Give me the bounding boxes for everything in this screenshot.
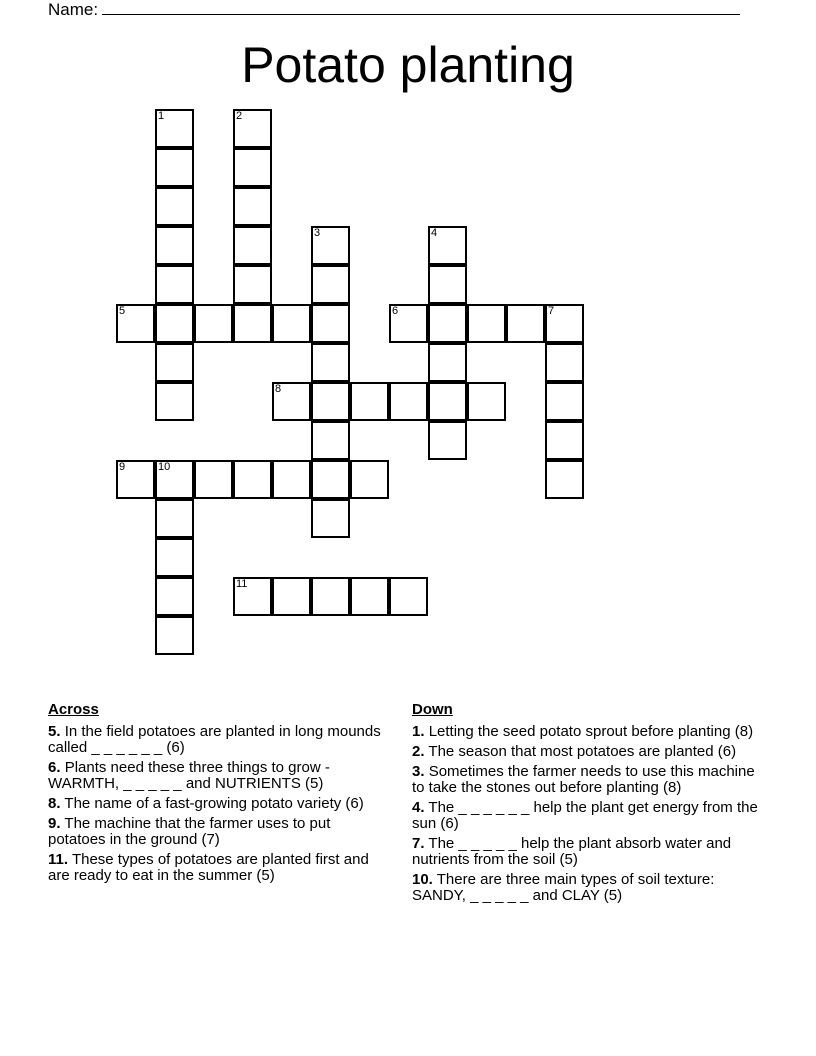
- crossword-cell[interactable]: [116, 304, 155, 343]
- crossword-cell[interactable]: [233, 187, 272, 226]
- clue-number-label: 4: [431, 227, 438, 239]
- crossword-cell[interactable]: [467, 304, 506, 343]
- clue-number: 4.: [412, 799, 425, 816]
- crossword-cell[interactable]: [311, 499, 350, 538]
- crossword-cell[interactable]: [545, 421, 584, 460]
- clue-text: Plants need these three things to grow - WARMTH, _ _ _ _ _ and NUTRIENTS (5): [48, 759, 330, 792]
- crossword-cell[interactable]: [155, 577, 194, 616]
- crossword-cell[interactable]: [545, 304, 584, 343]
- crossword-cell[interactable]: [389, 382, 428, 421]
- crossword-cell[interactable]: [311, 460, 350, 499]
- down-heading: Down: [412, 701, 453, 718]
- crossword-cell[interactable]: [155, 265, 194, 304]
- crossword-cell[interactable]: [545, 343, 584, 382]
- clue-text: The machine that the farmer uses to put potatoes in the ground (7): [48, 815, 331, 848]
- down-clue: [412, 800, 762, 832]
- crossword-cell[interactable]: [155, 304, 194, 343]
- crossword-cell[interactable]: [233, 304, 272, 343]
- crossword-cell[interactable]: [155, 343, 194, 382]
- clue-text: Letting the seed potato sprout before planting (8): [428, 723, 754, 740]
- clue-text: The name of a fast-growing potato variety (6): [64, 795, 364, 812]
- clue-number: 6.: [48, 759, 61, 776]
- clue-number-label: 11: [236, 578, 248, 590]
- across-clue: [48, 816, 388, 848]
- clue-text: These types of potatoes are planted first and are ready to eat in the summer (5): [48, 851, 369, 884]
- clue-text: Sometimes the farmer needs to use this machine to take the stones out before planting (8): [412, 763, 755, 796]
- clue-number-label: 2: [236, 110, 243, 122]
- crossword-cell[interactable]: [311, 577, 350, 616]
- crossword-cell[interactable]: [155, 109, 194, 148]
- clue-number-label: 7: [548, 305, 555, 317]
- down-clue: [412, 744, 762, 760]
- crossword-cell[interactable]: [116, 460, 155, 499]
- page-title: Potato planting: [241, 37, 575, 93]
- crossword-cell[interactable]: [545, 382, 584, 421]
- clue-number: 8.: [48, 795, 61, 812]
- clue-number-label: 1: [158, 110, 165, 122]
- clue-number-label: 9: [119, 461, 126, 473]
- crossword-cell[interactable]: [311, 304, 350, 343]
- crossword-cell[interactable]: [428, 226, 467, 265]
- crossword-cell[interactable]: [155, 187, 194, 226]
- crossword-cell[interactable]: [467, 382, 506, 421]
- clue-number: 2.: [412, 743, 425, 760]
- across-clue: [48, 852, 388, 884]
- crossword-cell[interactable]: [428, 343, 467, 382]
- crossword-cell[interactable]: [428, 421, 467, 460]
- across-clues: [48, 702, 388, 888]
- down-clue: [412, 836, 762, 868]
- crossword-cell[interactable]: [350, 577, 389, 616]
- crossword-cell[interactable]: [506, 304, 545, 343]
- clue-number: 5.: [48, 723, 61, 740]
- crossword-cell[interactable]: [194, 460, 233, 499]
- clue-number: 7.: [412, 835, 425, 852]
- crossword-cell[interactable]: [155, 226, 194, 265]
- clue-number-label: 5: [119, 305, 126, 317]
- clue-number: 9.: [48, 815, 61, 832]
- crossword-cell[interactable]: [155, 382, 194, 421]
- clue-number-label: 6: [392, 305, 399, 317]
- crossword-cell[interactable]: [155, 499, 194, 538]
- name-field[interactable]: [48, 0, 740, 20]
- name-label: Name:: [48, 0, 99, 19]
- crossword-cell[interactable]: [233, 460, 272, 499]
- crossword-cell[interactable]: [233, 148, 272, 187]
- clue-number: 1.: [412, 723, 425, 740]
- across-clue: [48, 760, 388, 792]
- crossword-cell[interactable]: [155, 616, 194, 655]
- crossword-cell[interactable]: [311, 226, 350, 265]
- crossword-cell[interactable]: [272, 460, 311, 499]
- clue-number: 10.: [412, 871, 433, 888]
- crossword-cell[interactable]: [272, 304, 311, 343]
- crossword-cell[interactable]: [545, 460, 584, 499]
- crossword-cell[interactable]: [194, 304, 233, 343]
- crossword-cell[interactable]: [428, 265, 467, 304]
- name-underline[interactable]: [102, 0, 740, 15]
- across-clue: [48, 724, 388, 756]
- clue-number-label: 3: [314, 227, 321, 239]
- crossword-cell[interactable]: [428, 382, 467, 421]
- crossword-cell[interactable]: [233, 226, 272, 265]
- crossword-cell[interactable]: [350, 382, 389, 421]
- crossword-cell[interactable]: [155, 148, 194, 187]
- crossword-cell[interactable]: [155, 538, 194, 577]
- across-clue: [48, 796, 388, 812]
- crossword-cell[interactable]: [155, 460, 194, 499]
- clue-number: 3.: [412, 763, 425, 780]
- crossword-cell[interactable]: [272, 577, 311, 616]
- crossword-cell[interactable]: [428, 304, 467, 343]
- down-clue: [412, 872, 762, 904]
- clue-number: 11.: [48, 851, 69, 868]
- clue-text: In the field potatoes are planted in long mounds called _ _ _ _ _ _ (6): [48, 723, 381, 756]
- down-clues: [412, 702, 762, 908]
- clue-number-label: 10: [158, 461, 171, 473]
- crossword-cell[interactable]: [311, 265, 350, 304]
- crossword-cell[interactable]: [233, 577, 272, 616]
- crossword-cell[interactable]: [389, 577, 428, 616]
- crossword-cell[interactable]: [389, 304, 428, 343]
- clue-text: The _ _ _ _ _ help the plant absorb water and nutrients from the soil (5): [412, 835, 732, 868]
- clue-text: The season that most potatoes are planted (6): [428, 743, 737, 760]
- crossword-cell[interactable]: [233, 109, 272, 148]
- crossword-cell[interactable]: [311, 421, 350, 460]
- crossword-cell[interactable]: [272, 382, 311, 421]
- crossword-cell[interactable]: [311, 343, 350, 382]
- crossword-cell[interactable]: [350, 460, 389, 499]
- down-clue: [412, 724, 762, 740]
- clue-text: The _ _ _ _ _ _ help the plant get energy from the sun (6): [412, 799, 758, 832]
- across-heading: Across: [48, 701, 99, 718]
- clue-text: There are three main types of soil texture: SANDY, _ _ _ _ _ and CLAY (5): [412, 871, 715, 904]
- crossword-cell[interactable]: [233, 265, 272, 304]
- clue-number-label: 8: [275, 383, 282, 395]
- down-clue: [412, 764, 762, 796]
- crossword-cell[interactable]: [311, 382, 350, 421]
